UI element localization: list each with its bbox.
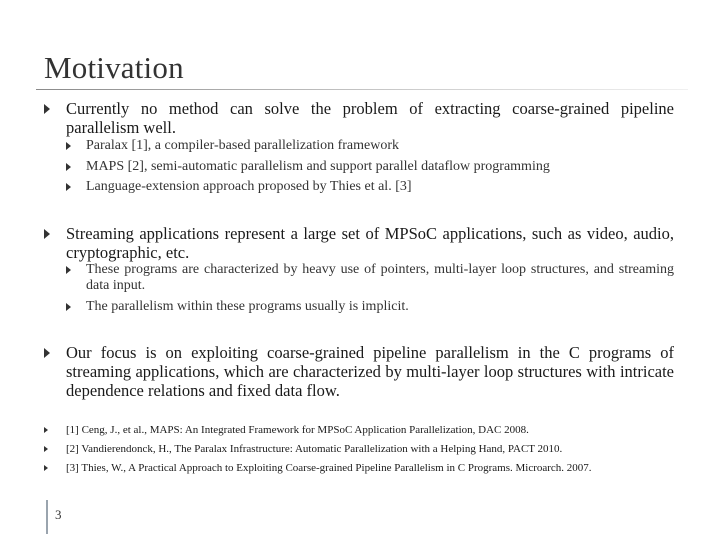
sub-bullet-text: MAPS [2], semi-automatic parallelism and support parallel dataflow programming (86, 159, 550, 174)
bullet-arrow-icon (66, 303, 71, 311)
bullet-arrow-icon (44, 229, 50, 239)
reference-text: [1] Ceng, J., et al., MAPS: An Integrated Framework for MPSoC Application Parallelization, DAC 2008. (66, 424, 529, 436)
reference-text: [2] Vandierendonck, H., The Paralax Infrastructure: Automatic Parallelization with a Helping Hand, PACT 2010. (66, 443, 563, 455)
bullet-text: Streaming applications represent a large set of MPSoC applications, such as video, audio, cryptographic, etc. (66, 224, 674, 262)
sub-bullet-text: These programs are characterized by heavy use of pointers, multi-layer loop structures, and streaming data input. (86, 262, 674, 293)
title-divider (36, 89, 688, 90)
bullet-arrow-icon (66, 266, 71, 274)
bullet-arrow-icon (66, 163, 71, 171)
bullet-arrow-icon (44, 104, 50, 114)
slide-title: Motivation (44, 50, 184, 85)
sub-bullet-text: The parallelism within these programs usually is implicit. (86, 299, 409, 314)
page-number: 3 (55, 507, 62, 522)
bullet-arrow-icon (44, 465, 48, 471)
bullet-arrow-icon (66, 183, 71, 191)
bullet-text: Currently no method can solve the problem of extracting coarse-grained pipeline parallelism well. (66, 99, 674, 137)
sub-bullet-text: Paralax [1], a compiler-based parallelization framework (86, 138, 400, 153)
bullet-arrow-icon (44, 446, 48, 452)
bullet-arrow-icon (44, 348, 50, 358)
bullet-arrow-icon (44, 427, 48, 433)
bullet-text: Our focus is on exploiting coarse-grained pipeline parallelism in the C programs of streaming applications, which are characterized by multi-layer loop structures with intricate dependence relations and fixed data flow. (66, 343, 674, 400)
sub-bullet-text: Language-extension approach proposed by Thies et al. [3] (86, 179, 412, 194)
reference-text: [3] Thies, W., A Practical Approach to Exploiting Coarse-grained Pipeline Parallelism in C Programs. Microarch. 2007. (66, 462, 592, 474)
bullet-arrow-icon (66, 142, 71, 150)
page-number-divider (46, 500, 48, 534)
